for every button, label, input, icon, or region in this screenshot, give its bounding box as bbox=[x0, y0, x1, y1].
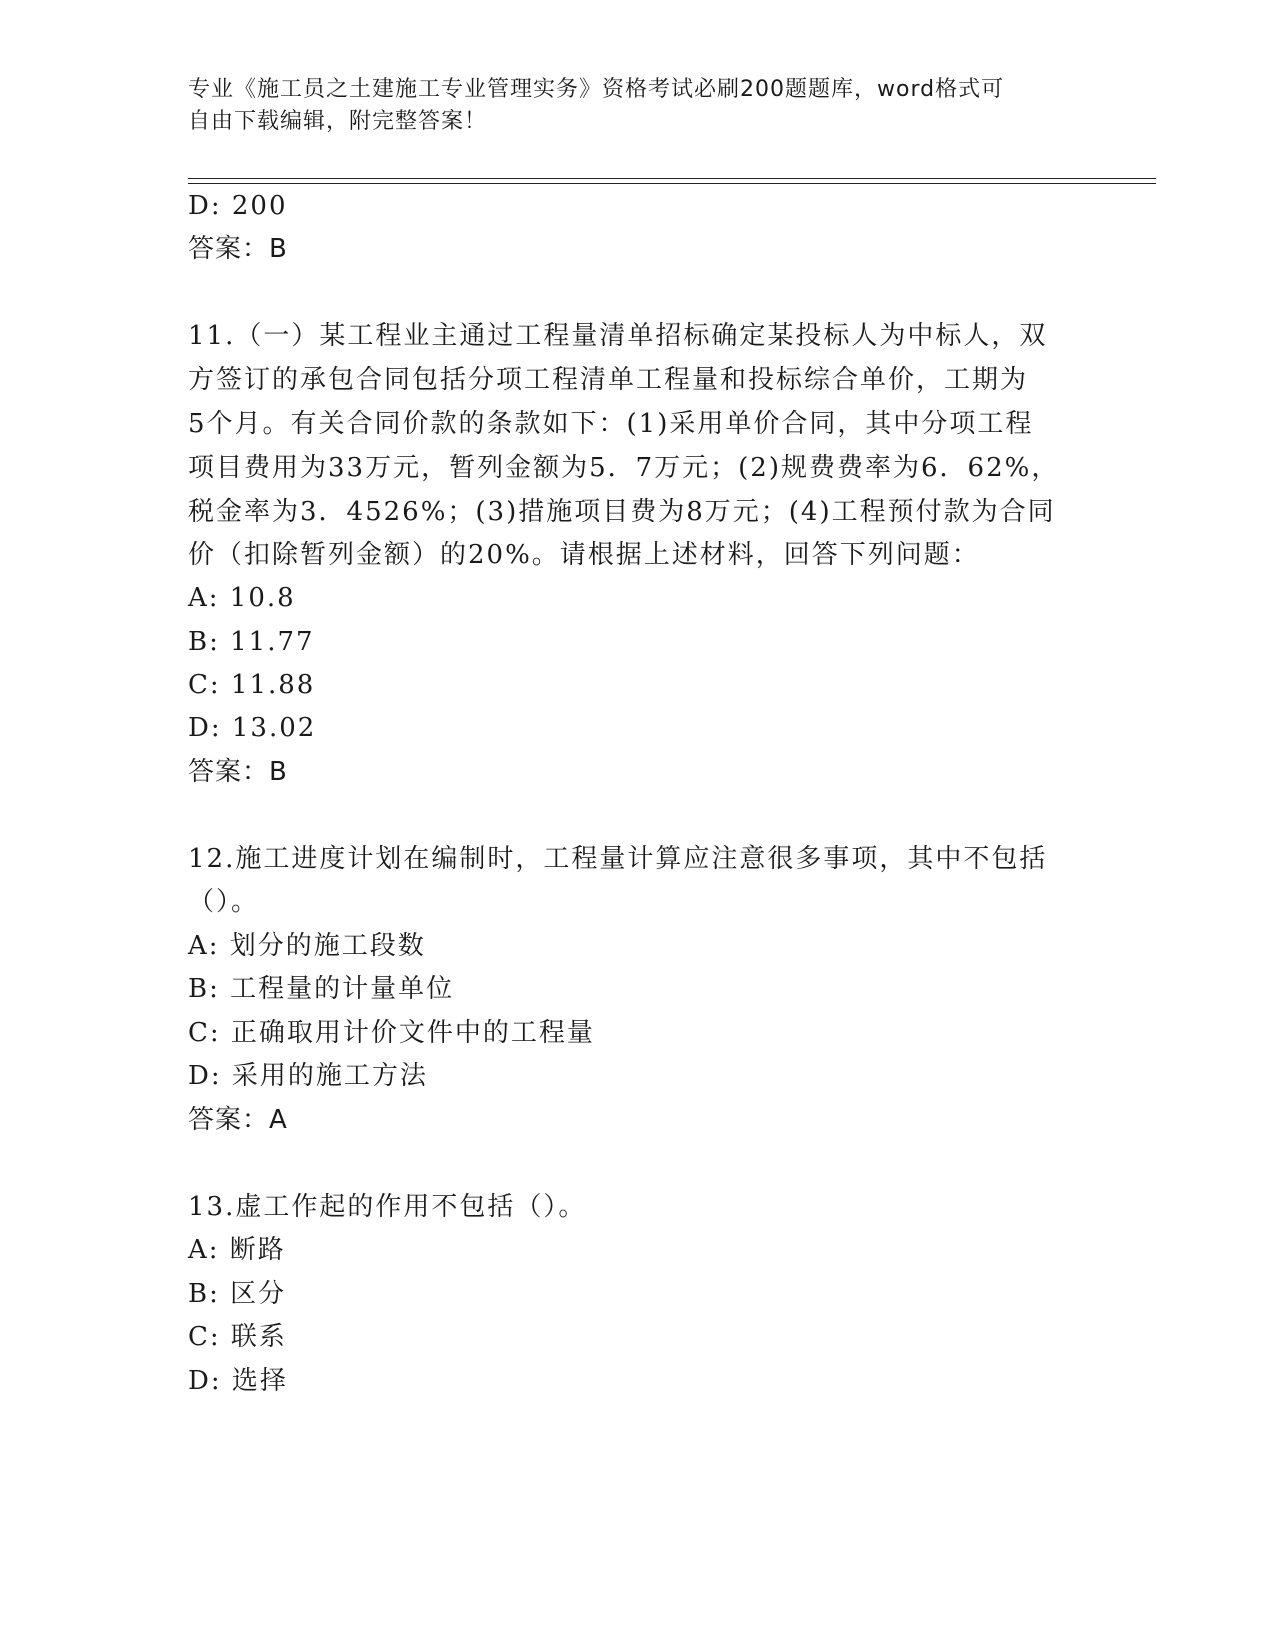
q13-option-c: C: 联系 bbox=[188, 1322, 287, 1352]
header-line-1: 专业《施工员之土建施工专业管理实务》资格考试必刷200题题库，word格式可 bbox=[188, 77, 1005, 102]
prev-answer: 答案：B bbox=[188, 234, 288, 264]
q12-option-c: C: 正确取用计价文件中的工程量 bbox=[188, 1018, 595, 1048]
q13-text-line: 13.虚工作起的作用不包括（）。 bbox=[188, 1192, 587, 1222]
q11-text-line: 项目费用为33万元，暂列金额为5．7万元；(2)规费费率为6．62%， bbox=[188, 453, 1060, 483]
q11-option-a: A: 10.8 bbox=[188, 583, 296, 613]
q11-text-line: 价（扣除暂列金额）的20%。请根据上述材料，回答下列问题： bbox=[188, 540, 980, 570]
q11-text-line: 11.（一）某工程业主通过工程量清单招标确定某投标人为中标人，双 bbox=[188, 321, 1048, 351]
header-divider-top bbox=[188, 178, 1156, 179]
q11-text-line: 税金率为3．4526%；(3)措施项目费为8万元；(4)工程预付款为合同 bbox=[188, 497, 1056, 527]
q12-option-a: A: 划分的施工段数 bbox=[188, 931, 426, 961]
q13-option-d: D: 选择 bbox=[188, 1366, 288, 1396]
q11-text-line: 5个月。有关合同价款的条款如下：(1)采用单价合同，其中分项工程 bbox=[188, 409, 1034, 439]
q13-option-a: A: 断路 bbox=[188, 1235, 286, 1265]
q12-text-line: 12.施工进度计划在编制时，工程量计算应注意很多事项，其中不包括 bbox=[188, 844, 1048, 874]
q11-text-line: 方签订的承包合同包括分项工程清单工程量和投标综合单价，工期为 bbox=[188, 365, 1029, 395]
header-divider-bottom bbox=[188, 183, 1156, 184]
q11-option-d: D: 13.02 bbox=[188, 713, 317, 743]
q12-option-b: B: 工程量的计量单位 bbox=[188, 974, 455, 1004]
q13-option-b: B: 区分 bbox=[188, 1279, 287, 1309]
q11-answer: 答案：B bbox=[188, 757, 288, 787]
q11-option-c: C: 11.88 bbox=[188, 670, 316, 700]
prev-option-d: D: 200 bbox=[188, 191, 288, 221]
q12-text-line: （）。 bbox=[188, 887, 260, 917]
q11-option-b: B: 11.77 bbox=[188, 627, 315, 657]
header-line-2: 自由下载编辑，附完整答案！ bbox=[188, 109, 488, 134]
q12-answer: 答案：A bbox=[188, 1105, 288, 1135]
document-header bbox=[188, 74, 1068, 138]
q12-option-d: D: 采用的施工方法 bbox=[188, 1061, 428, 1091]
